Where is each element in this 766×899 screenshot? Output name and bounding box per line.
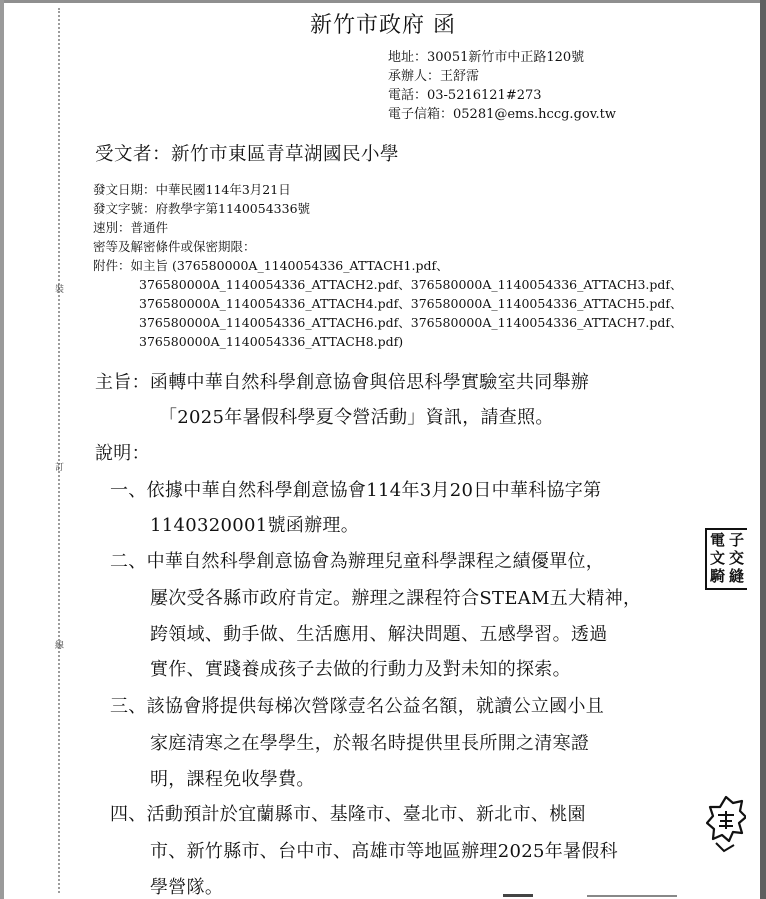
footer-cut-text [497,894,697,899]
window-right-border [760,0,766,899]
item1-line-1: 一、依據中華自然科學創意協會114年3月20日中華科協字第 [110,480,602,501]
item3-line-2: 家庭清寒之在學學生，於報名時提供里長所開之清寒證 [150,733,590,754]
item1-line-2: 1140320001號函辦理。 [150,515,360,536]
secrecy-level: 密等及解密條件或保密期限： [93,239,256,254]
item2-line-1: 二、中華自然科學創意協會為辦理兒童科學課程之績優單位， [110,551,605,572]
contact-block [388,48,616,124]
item3-line-3: 明，課程免收學費。 [150,769,315,790]
binding-mark-ding: 訂 [55,463,65,473]
attachments-label: 附件：如主旨 (376580000A_1140054336_ATTACH1.pdf、 [93,258,449,273]
attachment-line[interactable]: 376580000A_1140054336_ATTACH8.pdf) [139,334,404,349]
stamp-char: 文 [710,549,726,567]
item4-line-1: 四、活動預計於宜蘭縣市、基隆市、臺北市、新北市、桃園 [110,804,586,825]
contact-handler: 承辦人：王舒霈 [388,69,480,84]
attachment-line[interactable]: 376580000A_1140054336_ATTACH6.pdf、376580000A_1140054336_ATTACH7.pdf、 [139,315,683,330]
item2-line-3: 跨領域、動手做、生活應用、解決問題、五感學習。透過 [150,624,608,645]
stamp-char: 縫 [729,567,745,585]
item4-line-2: 市、新竹縣市、台中市、高雄市等地區辦理2025年暑假科 [150,841,618,862]
binding-mark-zhuang: 裝 [55,285,65,295]
stamp-char: 交 [729,549,745,567]
official-seal-icon [706,795,746,855]
item3-line-1: 三、該協會將提供每梯次營隊壹名公益名額，就讀公立國小且 [110,696,605,717]
window-top-border [0,0,766,3]
subject-line-1: 主旨：函轉中華自然科學創意協會與倍思科學實驗室共同舉辦 [95,372,590,393]
item2-line-4: 實作、實踐養成孩子去做的行動力及對未知的探索。 [150,659,571,680]
recipient: 受文者：新竹市東區青草湖國民小學 [95,144,400,165]
issue-date: 發文日期：中華民國114年3月21日 [93,182,291,197]
contact-phone: 電話：03-5216121#273 [388,88,542,103]
stamp-char: 電 [710,531,726,549]
speed-class: 速別：普通件 [93,220,169,235]
window-left-border [0,0,4,899]
attachment-line[interactable]: 376580000A_1140054336_ATTACH4.pdf、376580000A_1140054336_ATTACH5.pdf、 [139,296,683,311]
meta-block [93,180,449,275]
stamp-char: 騎 [710,567,726,585]
binding-dotted-line [58,8,60,893]
attachment-line[interactable]: 376580000A_1140054336_ATTACH2.pdf、376580000A_1140054336_ATTACH3.pdf、 [139,277,683,292]
contact-address: 地址：30051新竹市中正路120號 [388,50,585,65]
contact-email: 電子信箱：05281@ems.hccg.gov.tw [388,107,617,122]
stamp-char: 子 [729,531,745,549]
explanation-heading: 說明： [95,443,150,464]
attachments-list [139,275,683,351]
binding-mark-xian: 線 [55,641,65,651]
item4-line-3: 學營隊。 [150,877,224,898]
document-title: 新竹市政府 函 [310,13,456,38]
item2-line-2: 屢次受各縣市政府肯定。辦理之課程符合STEAM五大精神， [150,588,642,609]
electronic-seam-stamp [705,528,747,590]
subject-line-2: 「2025年暑假科學夏令營活動」資訊，請查照。 [159,407,554,428]
document-number: 發文字號：府教學字第1140054336號 [93,201,311,216]
